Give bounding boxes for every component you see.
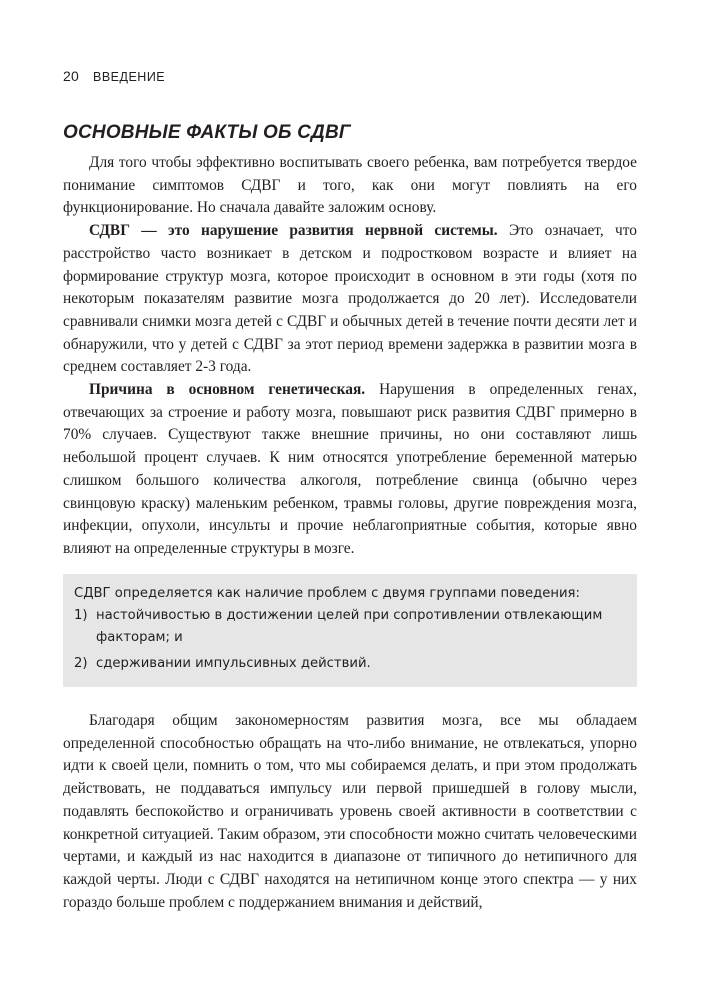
paragraph-neurodevelopment	[63, 220, 637, 379]
list-item-text: сдерживании импульсивных действий.	[96, 656, 371, 671]
callout-list	[74, 605, 625, 675]
section-name: ВВЕДЕНИЕ	[92, 70, 166, 84]
body-text-bottom	[63, 710, 637, 914]
paragraph-text: Это означает, что расстройство часто возникает в детском и подростковом возрасте и влияет на формирование структур мозга, которое происходит в основном в эти годы (хотя по некоторым показателям развитие мозга продолжается до 20 лет). Исследователи сравнивали снимки мозга детей с СДВГ и обычных детей в течение почти десяти лет и обнаружили, что у детей с СДВГ за этот период времени задержка в развитии мозга в среднем составляет 2-3 года.	[63, 222, 637, 376]
paragraph-brain-development: Благодаря общим закономерностям развития мозга, все мы обладаем определенной способностью обращать на что-либо внимание, не отвлекаться, упорно идти к своей цели, помнить о том, что мы собираемся делать, и при этом продолжать действовать, не поддаваться импульсу или первой пришедшей в голову мысли, подавлять беспокойство и ограничивать уровень своей активности в соответствии с конкретной ситуацией. Таким образом, эти способности можно считать человеческими чертами, и каждый из нас находится в диапазоне от типичного до нетипичного для каждой черты. Люди с СДВГ находятся на нетипичном конце этого спектра — у них гораздо больше проблем с поддержанием внимания и действий,	[63, 712, 637, 911]
paragraph-genetics	[63, 379, 637, 561]
section-title: ОСНОВНЫЕ ФАКТЫ ОБ СДВГ	[63, 122, 351, 143]
callout-list-item	[74, 653, 625, 675]
definition-callout-box	[63, 574, 637, 687]
paragraph-text: Нарушения в определенных генах, отвечающих за строение и работу мозга, повышают риск развития СДВГ примерно в 70% случаев. Существуют также внешние причины, но они составляют лишь небольшой процент случаев. К ним относятся употребление беременной матерью слишком большого количества алкоголя, потребление свинца (обычно через свинцовую краску) маленьким ребенком, травмы головы, другие повреждения мозга, инфекции, опухоли, инсульты и прочие неблагоприятные события, которые явно влияют на определенные структуры в мозге.	[63, 381, 637, 557]
lead-in-bold: СДВГ — это нарушение развития нервной системы.	[89, 222, 498, 240]
callout-list-item	[74, 605, 625, 649]
list-number: 1)	[74, 608, 88, 623]
paragraph-intro: Для того чтобы эффективно воспитывать своего ребенка, вам потребуется твердое понимание симптомов СДВГ и того, как они могут повлиять на его функционирование. Но сначала давайте заложим основу.	[63, 154, 637, 217]
lead-in-bold: Причина в основном генетическая.	[89, 381, 366, 399]
body-text-top	[63, 152, 637, 561]
running-head	[63, 68, 165, 84]
list-item-text: настойчивостью в достижении целей при сопротивлении отвлекающим факторам; и	[96, 608, 603, 645]
callout-intro: СДВГ определяется как наличие проблем с двумя группами поведения:	[74, 586, 580, 601]
list-number: 2)	[74, 656, 88, 671]
page-number: 20	[63, 68, 79, 84]
